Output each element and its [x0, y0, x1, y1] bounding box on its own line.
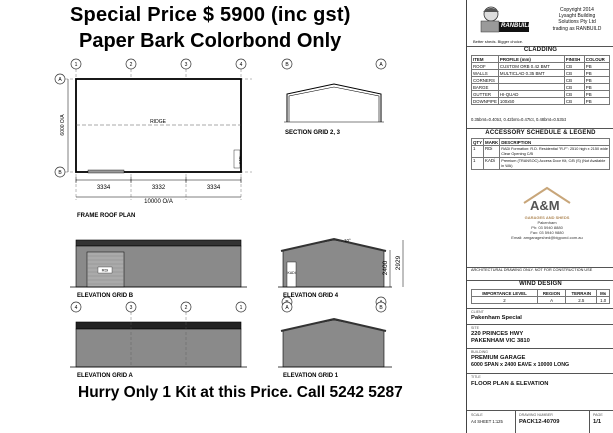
elev-b-caption: ELEVATION GRID B: [77, 293, 134, 299]
tagline: Better sheds. Bigger choice.: [473, 39, 524, 44]
dim-length: 10000 O/A: [144, 199, 173, 205]
roof-plan-outline: [76, 79, 241, 172]
arch-note: ARCHITECTURAL DRAWING ONLY. NOT FOR CONSTRUCTION USE: [471, 268, 593, 272]
wind-title: WIND DESIGN: [519, 281, 562, 287]
scale-value: A4 SHEET 1:125: [471, 419, 503, 424]
building-line2: 6000 SPAN x 2400 EAVE x 10000 LONG: [471, 362, 570, 368]
grid-num-3: 3: [184, 62, 188, 68]
headline-footer: Hurry Only 1 Kit at this Price. Call 5242 5287: [78, 384, 403, 401]
grid-num-2: 2: [129, 62, 133, 68]
site-line1: 220 PRINCES HWY: [471, 331, 524, 337]
page-value: 1/1: [593, 419, 602, 425]
grid-letter-b: B: [58, 170, 62, 176]
rdi-label: RDi: [101, 267, 109, 273]
svg-text:B: B: [285, 62, 289, 68]
section-caption: SECTION GRID 2, 3: [285, 130, 341, 136]
grid-letter-a: A: [58, 77, 62, 83]
dim-bay-2: 3332: [151, 185, 166, 191]
dim-bay-3: 3334: [206, 185, 221, 191]
svg-text:2: 2: [184, 305, 188, 311]
client-value: Pakenham Special: [471, 315, 522, 321]
accessory-table: QTY MARK DESCRIPTION 1 RDi RADi Formation: R.D. Residential "R-F": 2510 high x 2150 wide Clear Opening C/B 1 KADi Premium (TRANSOC) Access Door Kit, C/B (S) (Not Available in WA): [473, 139, 608, 168]
grid-num-4: 4: [239, 62, 243, 68]
title-value: FLOOR PLAN & ELEVATION: [471, 381, 549, 387]
page-label: PAGE: [593, 413, 603, 417]
cladding-note: 0.35bmt=0.40tct, 0.42bmt=0.47tct, 0.48bmt=0.53tct: [471, 117, 567, 122]
table-row: BARGE CB PB: [472, 84, 610, 91]
copyright: Copyright 2014 Lysaght Building Solutions Pty Ltd trading as RANBUILD: [552, 7, 602, 32]
building-line1: PREMIUM GARAGE: [471, 355, 526, 361]
ridge-label: RIDGE: [150, 119, 166, 125]
scale-label: SCALE: [471, 413, 483, 417]
cladding-table: ITEM PROFILE (mm) FINISH COLOUR ROOF CUSTOM ORB 0.42 BMT CB PB WALLS MULTICLAD 0.35 BMT CB PB CORNERS CB PB BARGE CB PB GUTTER HI-QUAD CB PB DOWNPIPE 100x50 CB PB: [471, 55, 610, 105]
builder-mascot-icon: [473, 4, 531, 38]
accessory-title: ACCESSORY SCHEDULE & LEGEND: [485, 130, 596, 136]
grid-num-1: 1: [74, 62, 78, 68]
elev-4-caption: ELEVATION GRID 4: [283, 293, 339, 299]
table-row: 1 RDi RADi Formation: R.D. Residential "R-F": 2510 high x 2150 wide Clear Opening C/B: [473, 146, 608, 156]
svg-text:4: 4: [74, 305, 78, 311]
plan-kadi-label: KADi: [238, 156, 243, 164]
dealer-info: GARAGES AND SHEDS Pakenham Ph: 03 5940 8880 Fax: 03 5940 9880 Email: amgarageshed@bigpond.com.au: [511, 215, 583, 240]
building-label: BUILDING: [471, 350, 488, 354]
table-row: 1 KADi Premium (TRANSOC) Access Door Kit, C/B (S) (Not Available in WA): [472, 158, 610, 170]
table-row: CORNERS CB PB: [472, 77, 610, 84]
table-row: WALLS MULTICLAD 0.35 BMT CB PB: [472, 70, 610, 77]
svg-text:3: 3: [129, 305, 133, 311]
cladding-title: CLADDING: [523, 47, 558, 53]
dealer-logo: A&M: [522, 185, 572, 215]
elev-4-kadi: KADi: [287, 271, 296, 275]
drawing-number: PACK12-40709: [519, 419, 560, 425]
elev-1-building: [281, 319, 386, 367]
title-block: [466, 0, 613, 433]
site-line2: PAKENHAM VIC 3810: [471, 338, 530, 344]
table-row: 2 A 2.5 1.0: [472, 297, 610, 304]
table-row: DOWNPIPE 100x50 CB PB: [472, 98, 610, 105]
table-row: GUTTER HI-QUAD CB PB: [472, 91, 610, 98]
svg-text:A: A: [285, 305, 289, 311]
dim-bay-1: 3334: [96, 185, 111, 191]
site-label: SITE: [471, 326, 479, 330]
wind-table: IMPORTANCE LEVEL REGION TERRAIN Ms 2 A 2.5 1.0: [471, 289, 610, 304]
elev-a-caption: ELEVATION GRID A: [77, 373, 133, 379]
svg-text:1: 1: [239, 305, 243, 311]
drawing-number-label: DRAWING NUMBER: [519, 413, 553, 417]
dim-apex: 2929: [395, 255, 402, 271]
elev-1-caption: ELEVATION GRID 1: [283, 373, 339, 379]
table-row: ROOF CUSTOM ORB 0.42 BMT CB PB: [472, 63, 610, 70]
logo-text: RANBUILD: [501, 23, 533, 29]
elev-4-building: [281, 239, 386, 287]
svg-text:A: A: [379, 62, 383, 68]
elev-a-wall: [76, 329, 241, 367]
client-label: CLIENT: [471, 310, 484, 314]
dim-eave: 2400: [382, 260, 389, 276]
pitch-label: 10°: [344, 238, 351, 243]
plan-caption: FRAME ROOF PLAN: [77, 213, 136, 219]
headline-line1: Special Price $ 5900 (inc gst): [70, 4, 351, 26]
dim-height: 6000 O/A: [60, 114, 66, 136]
ranbuild-logo: [473, 4, 531, 38]
title-label: TITLE: [471, 375, 481, 379]
headline-line2: Paper Bark Colorbond Only: [79, 30, 342, 52]
section-frame: [287, 84, 381, 122]
svg-text:B: B: [379, 305, 383, 311]
